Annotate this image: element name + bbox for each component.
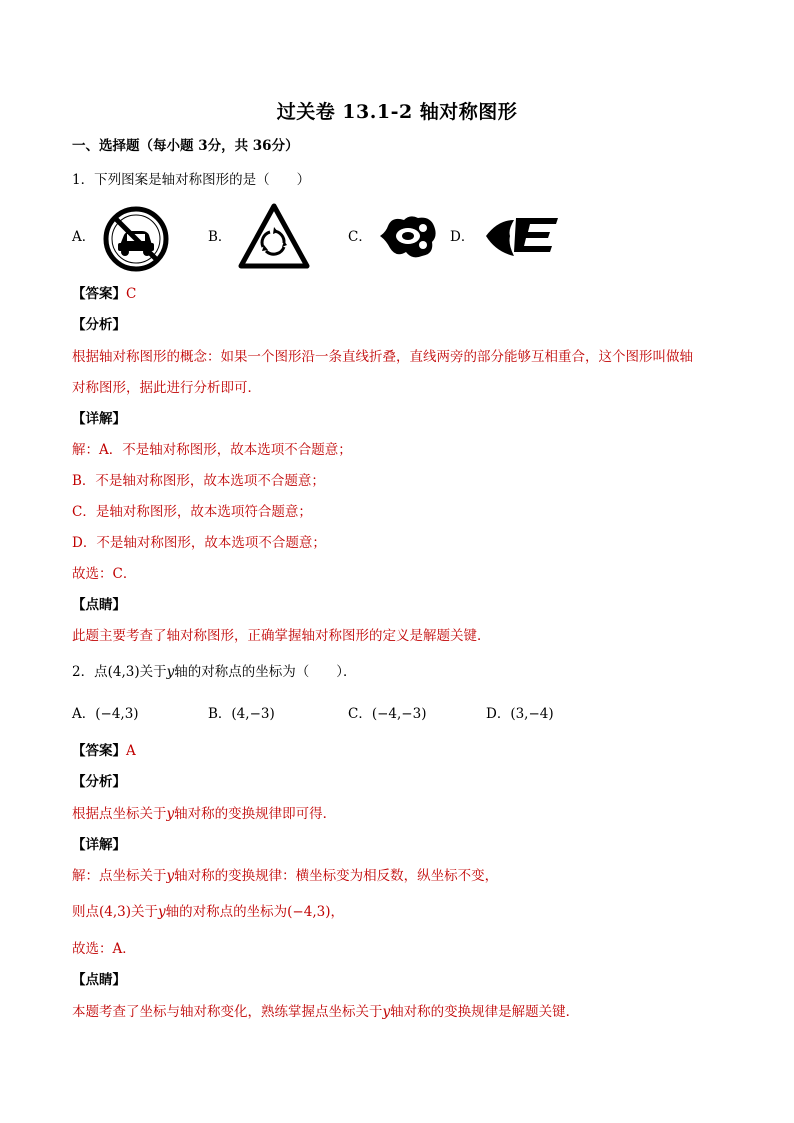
- q1-option-d-label: D．: [450, 229, 475, 245]
- q2-option-a: A．(−4,3): [72, 706, 139, 722]
- detail-tag: 【详解】: [72, 837, 126, 853]
- q2-option-b: B．(4,−3): [208, 706, 275, 722]
- q1-detail-line-5: 故选：C．: [72, 566, 137, 582]
- cloud-symbol-icon: [376, 212, 438, 260]
- q1-detail-line-1: 解：A．不是轴对称图形，故本选项不合题意；: [72, 442, 352, 458]
- q2-analysis-prefix: 根据点坐标关于: [72, 806, 167, 822]
- q2-option-c: C．(−4,−3): [348, 706, 427, 722]
- q2-detail1-axis: y: [166, 868, 175, 884]
- q1-option-c-label: C．: [348, 229, 372, 245]
- q2-stem-mid: 关于: [139, 664, 167, 680]
- answer-value: C: [126, 286, 137, 302]
- q2-detail-line-3: 故选：A．: [72, 941, 136, 957]
- q2-detail1-prefix: 解：点坐标关于: [72, 868, 167, 884]
- q2-detail1-suffix: 轴对称的变换规律：横坐标变为相反数，纵坐标不变，: [174, 868, 499, 884]
- question-1-stem: 1．下列图案是轴对称图形的是（ ）: [72, 172, 311, 188]
- q2-detail2-mid: 关于: [131, 904, 159, 920]
- q2-detail2-axis: y: [158, 904, 166, 920]
- q2-comment-line: [72, 1002, 579, 1022]
- q2-detail-line-2: [72, 902, 344, 922]
- answer-tag: 【答案】: [72, 286, 126, 302]
- q2-analysis-line: [72, 804, 336, 824]
- q2-detail2-prefix: 则点: [72, 904, 99, 920]
- section-heading: 一、选择题（每小题 3分，共 36分）: [72, 138, 299, 154]
- analysis-tag: 【分析】: [72, 317, 126, 333]
- q2-detail2-mid2: 轴的对称点的坐标为: [165, 904, 288, 920]
- comment-tag: 【点睛】: [72, 972, 126, 988]
- q2-comment-prefix: 本题考查了坐标与轴对称变化，熟练掌握点坐标关于: [72, 1004, 383, 1020]
- comment-tag: 【点睛】: [72, 597, 126, 613]
- q1-answer: [72, 284, 136, 304]
- q1-analysis-line-2: 对称图形，据此进行分析即可．: [72, 380, 261, 396]
- q2-comment-axis: y: [382, 1004, 391, 1020]
- q1-analysis-line-1: 根据轴对称图形的概念：如果一个图形沿一条直线折叠，直线两旁的部分能够互相重合，这个图形叫做轴: [72, 349, 693, 365]
- q1-comment-line: 此题主要考查了轴对称图形，正确掌握轴对称图形的定义是解题关键．: [72, 628, 491, 644]
- q2-detail2-result: (−4,3): [287, 904, 331, 920]
- q2-detail-line-1: [72, 866, 498, 886]
- q2-stem-suffix: 轴的对称点的坐标为（ ）．: [174, 664, 357, 680]
- q2-option-d: D．(3,−4): [486, 706, 554, 722]
- page-title: 过关卷 13.1-2 轴对称图形: [276, 101, 518, 123]
- q2-stem-prefix: 2．点: [72, 664, 108, 680]
- analysis-tag: 【分析】: [72, 774, 126, 790]
- q1-detail-line-2: B．不是轴对称图形，故本选项不合题意；: [72, 473, 325, 489]
- q2-stem-point: (4,3): [107, 664, 140, 680]
- q2-analysis-suffix: 轴对称的变换规律即可得．: [174, 806, 337, 822]
- roundabout-sign-icon: [238, 203, 310, 269]
- answer-value: A: [126, 743, 136, 759]
- q1-option-b-label: B．: [208, 229, 232, 245]
- q2-stem-axis: y: [166, 664, 175, 680]
- q2-detail2-suffix: ，: [330, 904, 344, 920]
- q1-detail-line-3: C．是轴对称图形，故本选项符合题意；: [72, 504, 312, 520]
- q2-comment-suffix: 轴对称的变换规律是解题关键．: [390, 1004, 580, 1020]
- q2-answer: [72, 741, 136, 761]
- airline-logo-icon: [484, 210, 562, 260]
- q2-detail2-point: (4,3): [99, 904, 132, 920]
- answer-tag: 【答案】: [72, 743, 126, 759]
- no-car-sign-icon: [102, 205, 170, 273]
- question-2-stem: [72, 662, 357, 682]
- q1-option-a-label: A．: [72, 229, 96, 245]
- q2-analysis-axis: y: [166, 806, 175, 822]
- q1-detail-line-4: D．不是轴对称图形，故本选项不合题意；: [72, 535, 326, 551]
- detail-tag: 【详解】: [72, 411, 126, 427]
